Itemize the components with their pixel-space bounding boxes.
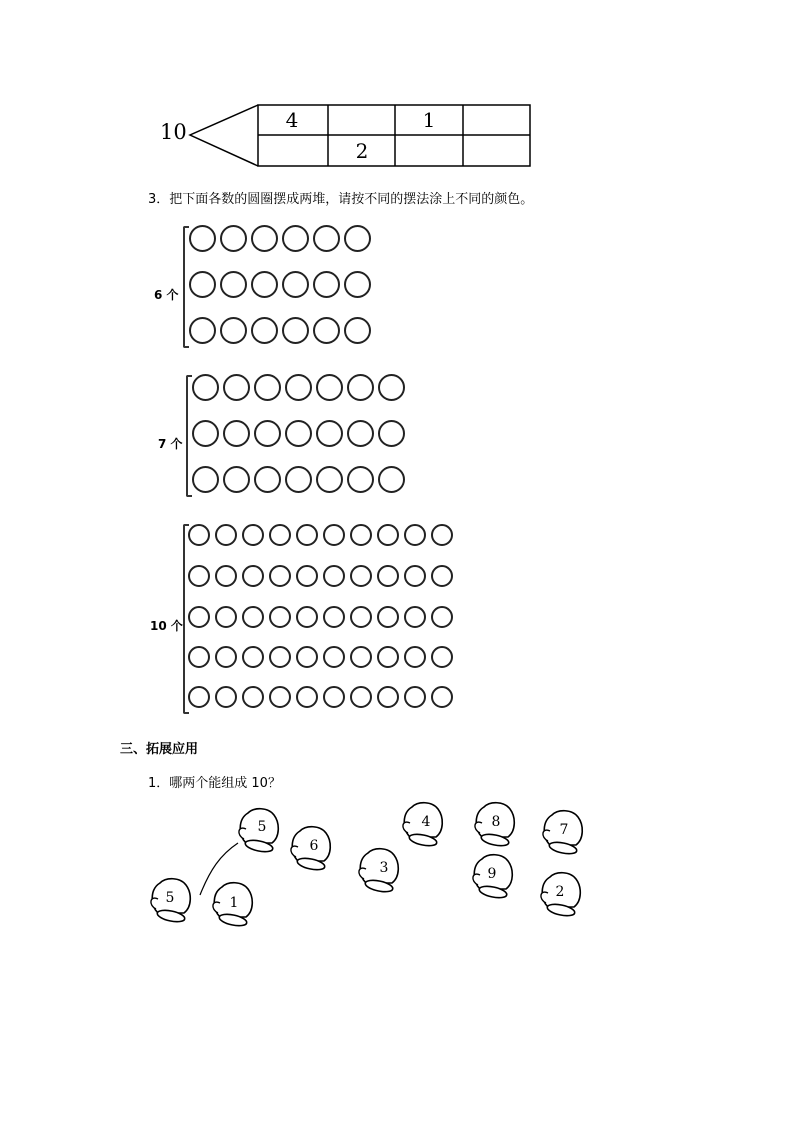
circle[interactable]: [378, 466, 405, 493]
circle[interactable]: [242, 565, 264, 587]
circle[interactable]: [189, 225, 216, 252]
circle[interactable]: [282, 317, 309, 344]
circle[interactable]: [254, 466, 281, 493]
circle[interactable]: [296, 606, 318, 628]
cell-bottom-2: 2: [355, 139, 369, 163]
circle-row: [188, 686, 458, 708]
circle[interactable]: [285, 466, 312, 493]
group-label: 6 个: [154, 288, 179, 302]
mitten-number: 9: [487, 866, 497, 882]
circle[interactable]: [347, 466, 374, 493]
circle[interactable]: [347, 420, 374, 447]
circle[interactable]: [296, 686, 318, 708]
circle-row: [192, 420, 409, 447]
circle[interactable]: [242, 686, 264, 708]
circle[interactable]: [404, 606, 426, 628]
circle[interactable]: [344, 317, 371, 344]
circle[interactable]: [215, 565, 237, 587]
circle[interactable]: [188, 646, 210, 668]
section-3-title: 三、拓展应用: [120, 742, 199, 757]
circle[interactable]: [220, 225, 247, 252]
circle[interactable]: [189, 317, 216, 344]
circle[interactable]: [188, 606, 210, 628]
circle[interactable]: [431, 686, 453, 708]
mitten-number: 2: [555, 884, 565, 900]
circle[interactable]: [350, 606, 372, 628]
circle[interactable]: [242, 646, 264, 668]
circle[interactable]: [269, 606, 291, 628]
circle[interactable]: [404, 524, 426, 546]
circle[interactable]: [316, 420, 343, 447]
mitten-number: 5: [257, 819, 267, 835]
circle[interactable]: [316, 466, 343, 493]
circle[interactable]: [378, 420, 405, 447]
section-3-question-1: 1．哪两个能组成 10？: [148, 776, 281, 791]
circle[interactable]: [188, 565, 210, 587]
circle[interactable]: [189, 271, 216, 298]
circle[interactable]: [242, 606, 264, 628]
circle[interactable]: [350, 524, 372, 546]
circle[interactable]: [316, 374, 343, 401]
circle[interactable]: [192, 420, 219, 447]
circle[interactable]: [188, 524, 210, 546]
circle[interactable]: [215, 524, 237, 546]
circle[interactable]: [215, 606, 237, 628]
circle[interactable]: [323, 524, 345, 546]
circle[interactable]: [350, 646, 372, 668]
mitten-number: 7: [559, 822, 569, 838]
circle[interactable]: [282, 225, 309, 252]
mitten[interactable]: [151, 879, 190, 924]
mitten-number: 6: [309, 838, 319, 854]
group-label: 7 个: [158, 437, 183, 451]
circle[interactable]: [220, 271, 247, 298]
circle[interactable]: [404, 565, 426, 587]
circle[interactable]: [296, 646, 318, 668]
circle[interactable]: [282, 271, 309, 298]
circle[interactable]: [215, 686, 237, 708]
circle-row: [188, 606, 458, 628]
circle-row: [189, 271, 375, 298]
circle[interactable]: [404, 686, 426, 708]
circle[interactable]: [285, 374, 312, 401]
circle-row: [188, 524, 458, 546]
circle[interactable]: [269, 686, 291, 708]
circle[interactable]: [188, 686, 210, 708]
circle[interactable]: [377, 606, 399, 628]
mitten[interactable]: [541, 873, 580, 918]
circle[interactable]: [323, 565, 345, 587]
mitten-number: 5: [165, 890, 175, 906]
mitten-number: 3: [379, 860, 389, 876]
mitten[interactable]: [239, 809, 278, 854]
mitten[interactable]: [543, 811, 582, 856]
circle[interactable]: [313, 317, 340, 344]
circle[interactable]: [344, 225, 371, 252]
circle[interactable]: [431, 646, 453, 668]
mitten[interactable]: [403, 803, 442, 848]
circle[interactable]: [254, 374, 281, 401]
circle-row: [188, 565, 458, 587]
mitten-number: 1: [229, 895, 239, 911]
mitten-number: 4: [421, 814, 431, 830]
mitten[interactable]: [291, 827, 330, 872]
circle-row: [188, 646, 458, 668]
circle[interactable]: [377, 565, 399, 587]
circle[interactable]: [192, 466, 219, 493]
circle-row: [192, 466, 409, 493]
mitten[interactable]: [213, 883, 252, 928]
circle[interactable]: [223, 374, 250, 401]
circle-row: [189, 317, 375, 344]
mitten[interactable]: [473, 855, 512, 900]
pencil-total-label: 10: [160, 120, 187, 144]
mitten-number: 8: [491, 814, 501, 830]
circle[interactable]: [323, 646, 345, 668]
circle[interactable]: [296, 524, 318, 546]
cell-top-1: 4: [285, 108, 299, 132]
circle[interactable]: [296, 565, 318, 587]
circle[interactable]: [285, 420, 312, 447]
mitten[interactable]: [359, 849, 398, 894]
circle[interactable]: [431, 565, 453, 587]
mitten[interactable]: [475, 803, 514, 848]
circle[interactable]: [347, 374, 374, 401]
circle[interactable]: [269, 524, 291, 546]
circle[interactable]: [254, 420, 281, 447]
circle[interactable]: [242, 524, 264, 546]
circle-row: [192, 374, 409, 401]
circle[interactable]: [269, 646, 291, 668]
circle[interactable]: [323, 606, 345, 628]
question-3-text: 3．把下面各数的圆圈摆成两堆，请按不同的摆法涂上不同的颜色。: [148, 192, 534, 207]
circle[interactable]: [377, 646, 399, 668]
circle[interactable]: [344, 271, 371, 298]
circle[interactable]: [223, 420, 250, 447]
group-label: 10 个: [150, 619, 183, 633]
circle[interactable]: [251, 317, 278, 344]
circle[interactable]: [215, 646, 237, 668]
circle[interactable]: [377, 686, 399, 708]
mittens-illustration: [140, 795, 610, 945]
circle[interactable]: [192, 374, 219, 401]
circle[interactable]: [269, 565, 291, 587]
circle[interactable]: [223, 466, 250, 493]
circle[interactable]: [220, 317, 247, 344]
circle[interactable]: [313, 225, 340, 252]
circle[interactable]: [404, 646, 426, 668]
circle[interactable]: [323, 686, 345, 708]
circle[interactable]: [377, 524, 399, 546]
circle[interactable]: [431, 524, 453, 546]
circle[interactable]: [251, 225, 278, 252]
circle[interactable]: [431, 606, 453, 628]
circle-row: [189, 225, 375, 252]
circle[interactable]: [251, 271, 278, 298]
circle[interactable]: [350, 686, 372, 708]
cell-top-3: 1: [422, 108, 436, 132]
circle[interactable]: [350, 565, 372, 587]
circle[interactable]: [378, 374, 405, 401]
circle[interactable]: [313, 271, 340, 298]
